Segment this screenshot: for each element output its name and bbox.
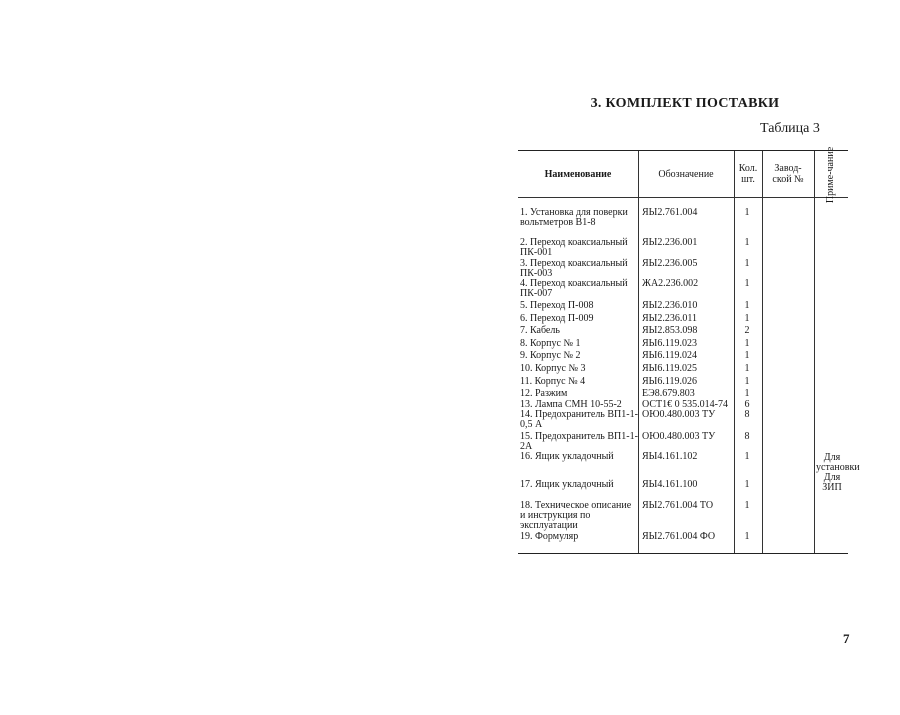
- row-name: 9. Корпус № 2: [520, 350, 581, 361]
- header-note: Приме-чание: [825, 146, 836, 204]
- page-number: 7: [843, 631, 850, 646]
- row-qty: 1: [744, 258, 750, 269]
- row-code: ЯЫ6.119.024: [642, 350, 698, 361]
- row-qty: 1: [744, 451, 750, 462]
- row-name: 18. Техническое описание и инструкция по эксплуатации: [520, 500, 632, 531]
- row-code: ЯЫ6.119.025: [642, 363, 698, 374]
- row-qty: 8: [744, 431, 750, 442]
- row-qty: 1: [744, 207, 750, 218]
- row-qty: 1: [744, 376, 750, 387]
- row-name: 17. Ящик укладочный: [520, 479, 614, 490]
- delivery-table: [518, 146, 860, 554]
- row-qty: 1: [744, 300, 750, 311]
- row-code: ЯЫ6.119.023: [642, 338, 698, 349]
- column-divider: [814, 151, 815, 553]
- row-code: ЯЫ6.119.026: [642, 376, 698, 387]
- row-name: 13. Лампа СМН 10-55-2: [520, 399, 622, 410]
- header-serial: Завод-ской №: [772, 163, 804, 185]
- row-qty: 8: [744, 409, 750, 420]
- row-code: ЕЭ8.679.803: [642, 388, 695, 399]
- column-divider: [762, 151, 763, 553]
- row-name: 16. Ящик укладочный: [520, 451, 614, 462]
- row-qty: 1: [744, 363, 750, 374]
- row-code: ЯЫ2.761.004: [642, 207, 698, 218]
- row-qty: 1: [744, 500, 750, 511]
- row-code: ЯЫ2.236.011: [642, 313, 698, 324]
- row-qty: 1: [744, 479, 750, 490]
- row-name: 12. Разжим: [520, 388, 568, 399]
- row-name: 10. Корпус № 3: [520, 363, 586, 374]
- row-qty: 1: [744, 350, 750, 361]
- row-qty: 2: [744, 325, 750, 336]
- row-name: 1. Установка для поверки вольтметров В1-8: [520, 207, 628, 228]
- row-name: 11. Корпус № 4: [520, 376, 586, 387]
- row-code: ЖА2.236.002: [642, 278, 699, 289]
- row-code: ЯЫ2.853.098: [642, 325, 698, 336]
- header-name: Наименование: [544, 168, 612, 180]
- row-code: ЯЫ2.236.005: [642, 258, 698, 269]
- row-code: ЯЫ2.761.004 ТО: [642, 500, 714, 511]
- row-qty: 1: [744, 237, 750, 248]
- row-code: ЯЫ4.161.102: [642, 451, 698, 462]
- column-divider: [638, 151, 639, 553]
- row-qty: 1: [744, 313, 750, 324]
- row-name: 5. Переход П-008: [520, 300, 594, 311]
- header-code: Обозначение: [658, 168, 714, 180]
- row-qty: 1: [744, 338, 750, 349]
- row-code: ОСТ1€ 0 535.014-74: [642, 399, 728, 410]
- row-name: 8. Корпус № 1: [520, 338, 581, 349]
- row-name: 2. Переход коаксиальный ПК-001: [520, 237, 628, 258]
- row-code: ОЮ0.480.003 ТУ: [642, 409, 716, 420]
- row-qty: 1: [744, 531, 750, 542]
- row-name: 19. Формуляр: [520, 531, 579, 542]
- row-qty: 1: [744, 388, 750, 399]
- row-name: 15. Предохранитель ВП1-1-2А: [520, 431, 638, 452]
- row-name: 4. Переход коаксиальный ПК-007: [520, 278, 628, 299]
- row-name: 7. Кабель: [520, 325, 560, 336]
- row-code: ЯЫ2.761.004 ФО: [642, 531, 716, 542]
- header-qty: Кол. шт.: [738, 163, 758, 185]
- row-name: 14. Предохранитель ВП1-1-0,5 А: [520, 409, 638, 430]
- note-cell: Для установки Для ЗИП: [816, 452, 860, 493]
- row-qty: 1: [744, 278, 750, 289]
- row-name: 6. Переход П-009: [520, 313, 594, 324]
- row-code: ЯЫ4.161.100: [642, 479, 698, 490]
- table-label: Таблица 3: [760, 121, 820, 136]
- row-code: ОЮ0.480.003 ТУ: [642, 431, 716, 442]
- row-code: ЯЫ2.236.001: [642, 237, 698, 248]
- header-divider: [518, 197, 848, 198]
- row-qty: 6: [744, 399, 750, 410]
- section-heading: 3. КОМПЛЕКТ ПОСТАВКИ: [590, 96, 780, 111]
- row-name: 3. Переход коаксиальный ПК-003: [520, 258, 628, 279]
- row-code: ЯЫ2.236.010: [642, 300, 698, 311]
